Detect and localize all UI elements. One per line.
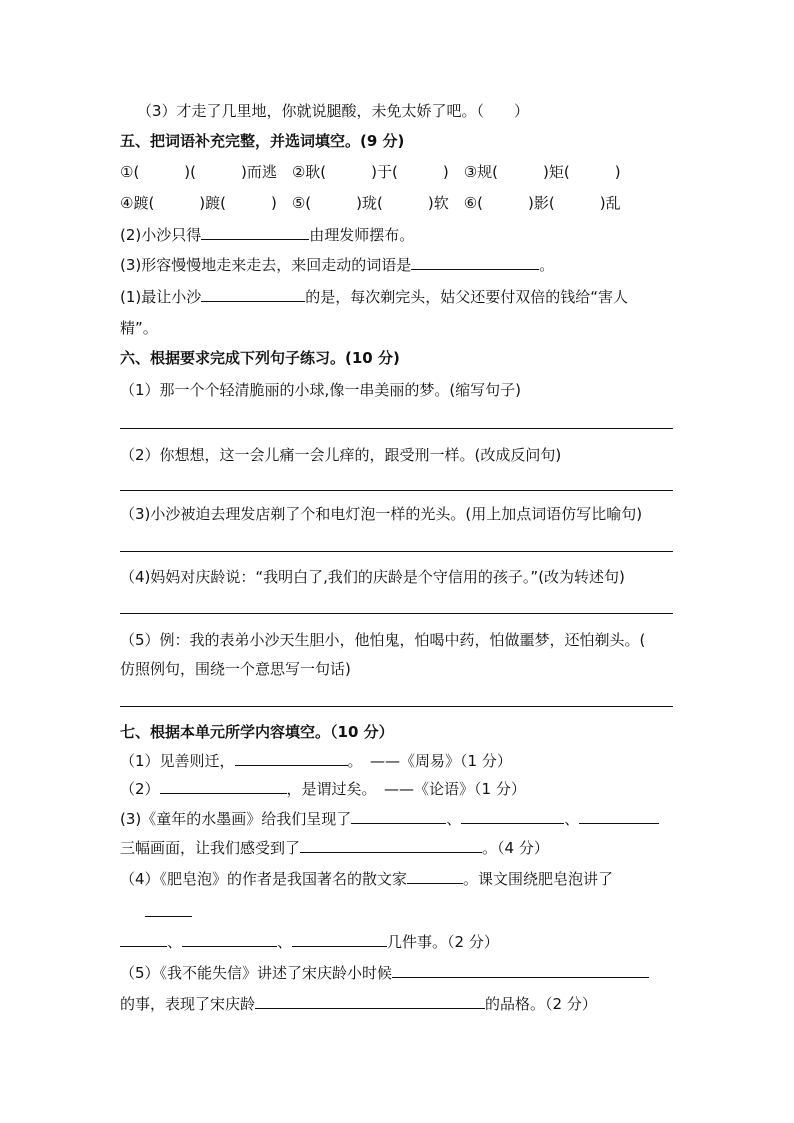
q7-item1: [120, 751, 512, 771]
q7-item4-cont: [120, 932, 499, 952]
q5-fill3-text-a: (3)形容慢慢地走来走去，来回走动的词语是: [120, 256, 412, 274]
q6-answer-line-5[interactable]: [120, 706, 673, 707]
q5-fill1: [120, 287, 628, 307]
q6-answer-line-3[interactable]: [120, 551, 673, 552]
q7-item5: [120, 963, 649, 983]
q7-item5-cont: [120, 994, 597, 1014]
q5-fill3: [120, 255, 554, 275]
q6-item4: （4)妈妈对庆龄说：“我明白了,我们的庆龄是个守信用的孩子。”(改为转述句): [120, 568, 625, 586]
q6-answer-line-2[interactable]: [120, 490, 673, 491]
q5-fill1-text-b: 的是，每次剃完头，姑父还要付双倍的钱给“害人: [305, 288, 629, 306]
q7-item3-text-c: 。（4 分）: [482, 839, 549, 857]
q6-answer-line-4[interactable]: [120, 613, 673, 614]
q7-item5-text-c: 的品格。（2 分）: [485, 995, 597, 1013]
q7-item3-sep-2: 、: [564, 810, 580, 828]
q7-item3-sep-1: 、: [446, 810, 462, 828]
q7-item4-blank-author[interactable]: [407, 869, 463, 884]
q7-item3-text-b: 三幅画面，让我们感受到了: [120, 839, 301, 857]
q5-row1: ①( )( )而逃 ②耿( )于( ) ③规( )矩( ): [120, 163, 621, 181]
q7-item2: [120, 779, 526, 799]
q6-item2: （2）你想想，这一会儿痛一会儿痒的，跟受刑一样。(改成反问句): [120, 446, 562, 464]
q5-fill1-text-a: (1)最让小沙: [120, 288, 202, 306]
q5-fill1-blank[interactable]: [201, 287, 305, 302]
q7-item2-blank[interactable]: [160, 779, 287, 794]
q7-item5-text-a: （5）《我不能失信》讲述了宋庆龄小时候: [120, 964, 393, 982]
q5-fill1-cont: 精”。: [120, 319, 158, 337]
q7-item4-text-b: 。课文围绕肥皂泡讲了: [463, 870, 614, 888]
q7-item1-text-b: 。 ——《周易》（1 分）: [347, 752, 512, 770]
q7-item1-blank[interactable]: [235, 751, 348, 766]
q6-answer-line-1[interactable]: [120, 428, 673, 429]
q7-item4-blank-2[interactable]: [120, 932, 167, 947]
q7-item4-blank-4[interactable]: [292, 932, 387, 947]
q5-fill2: [120, 225, 414, 245]
q4-item3: （3）才走了几里地，你就说腿酸，未免太娇了吧。（ ）: [137, 102, 530, 120]
q7-item3-cont: [120, 838, 549, 858]
q5-heading: 五、把词语补充完整，并选词填空。(9 分): [120, 132, 405, 150]
q7-item3-text-a: (3)《童年的水墨画》给我们呈现了: [120, 810, 352, 828]
q7-item5-blank-2[interactable]: [255, 994, 485, 1009]
q7-item4-text-a: （4）《肥皂泡》的作者是我国著名的散文家: [120, 870, 408, 888]
q5-fill2-blank[interactable]: [201, 225, 309, 240]
q7-item4-blank-3[interactable]: [182, 932, 277, 947]
q7-item2-text-a: （2）: [120, 780, 160, 798]
q7-item3-blank-4[interactable]: [300, 838, 482, 853]
q7-item3-blank-3[interactable]: [579, 809, 659, 824]
q7-item4-sep-2: 、: [277, 933, 293, 951]
q7-heading: 七、根据本单元所学内容填空。（10 分）: [120, 723, 394, 741]
q7-item3-blank-2[interactable]: [461, 809, 564, 824]
q7-item4-text-c: 几件事。（2 分）: [387, 933, 499, 951]
q6-item1: （1）那一个个轻清脆丽的小球,像一串美丽的梦。(缩写句子): [120, 381, 522, 399]
q7-item4-sep-1: 、: [167, 933, 183, 951]
q7-item4-blank-1[interactable]: [145, 902, 192, 917]
q6-heading: 六、根据要求完成下列句子练习。(10 分): [120, 349, 400, 367]
q5-row2: ④踱( )踱( ) ⑤( )珑( )软 ⑥( )影( )乱: [120, 194, 621, 212]
q7-item1-text-a: （1）见善则迁，: [120, 752, 235, 770]
q5-fill2-text-b: 由理发师摆布。: [309, 226, 415, 244]
q6-item3: （3)小沙被迫去理发店剃了个和电灯泡一样的光头。(用上加点词语仿写比喻句): [120, 505, 643, 523]
q5-fill2-text-a: (2)小沙只得: [120, 226, 202, 244]
q5-fill3-text-b: 。: [539, 256, 555, 274]
q6-item5-line2: 仿照例句，围绕一个意思写一句话): [120, 660, 351, 678]
q7-item3: [120, 809, 659, 829]
q7-item2-text-b: ，是谓过矣。 ——《论语》（1 分）: [286, 780, 526, 798]
q7-item5-text-b: 的事，表现了宋庆龄: [120, 995, 256, 1013]
q5-fill3-blank[interactable]: [411, 255, 539, 270]
q6-item5-line1: （5）例：我的表弟小沙天生胆小，他怕鬼，怕喝中药，怕做噩梦，还怕剃头。(: [120, 631, 646, 649]
q7-item4: [120, 869, 613, 889]
q7-item3-blank-1[interactable]: [351, 809, 446, 824]
q7-item5-blank-1[interactable]: [392, 963, 649, 978]
